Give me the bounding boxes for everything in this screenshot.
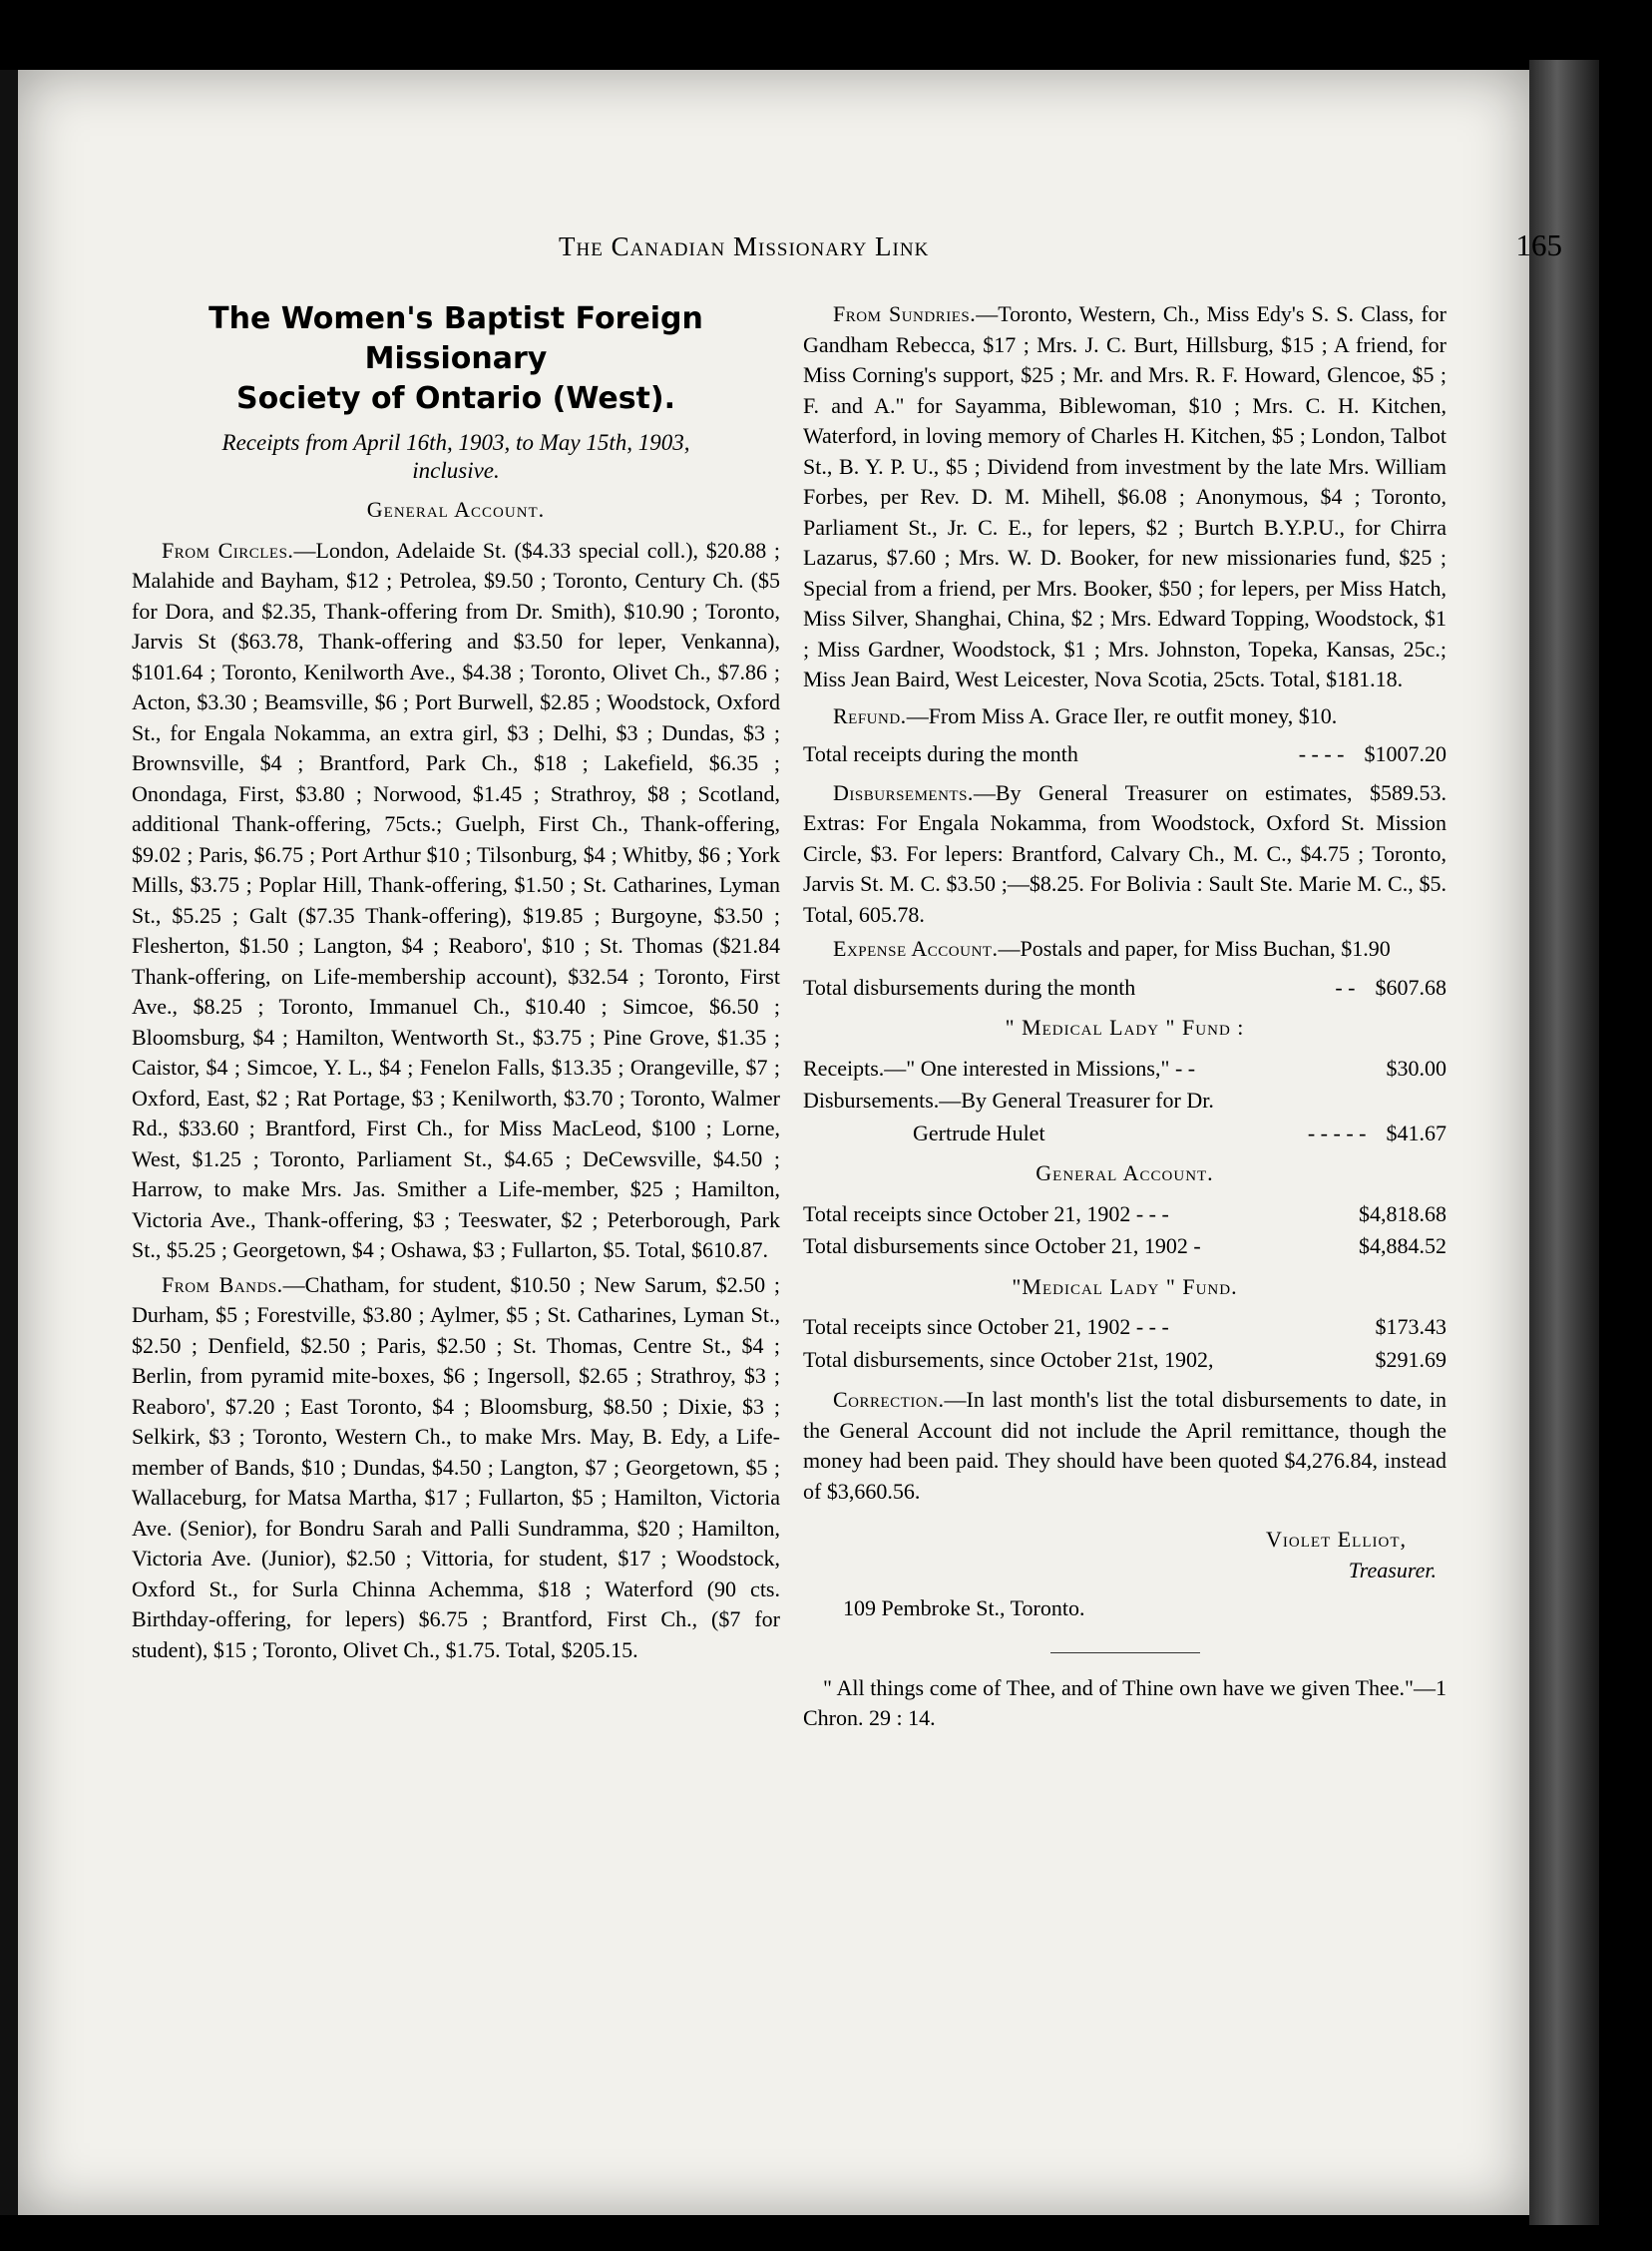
since-receipts-row [803, 1199, 1446, 1230]
book-binding [1529, 60, 1599, 2225]
medical-since-disbursements-label: Total disbursements, since October 21st, 1902, [803, 1346, 1214, 1372]
medical-lady-fund-heading-2: "Medical Lady " Fund. [1012, 1273, 1238, 1299]
medical-since-receipts-value: $173.43 [1375, 1314, 1446, 1339]
since-receipts-value: $4,818.68 [1359, 1200, 1446, 1226]
bands-text: —Chatham, for student, $10.50 ; New Sarum, $2.50 ; Durham, $5 ; Forestville, $3.80 ; Aylmer, $5 ; St. Catharines, Lyman St., $2.50 ; Denfield, $2.50 ; Paris, $2.50 ; St. Thomas, Centre St., $4 ; Berlin, from pyramid mite-boxes, $6 ; Ingersoll, $2.65 ; Strathroy, $3 ; Reaboro', $7.20 ; East Toronto, $4 ; Bloomsburg, $8.50 ; Dixie, $3 ; Selkirk, $3 ; Toronto, Western Ch., to make Mrs. May, B. Edy, a Life-member of Bands, $10 ; Dundas, $4.50 ; Langton, $7 ; Georgetown, $5 ; Wallaceburg, for Matsa Martha, $17 ; Fullarton, $5 ; Hamilton, Victoria Ave. (Senior), for Bondru Sarah and Palli Sundramma, $20 ; Hamilton, Victoria Ave. (Junior), $2.50 ; Vittoria, for student, $17 ; Woodstock, Oxford St., for Surla Chinna Achemma, $18 ; Waterford (90 cts. Birthday-offering, for lepers) $6.75 ; Brantford, First Ch., ($7 for student), $15 ; Toronto, Olivet Ch., $1.75. Total, $205.15. [132, 1271, 780, 1662]
expense-paragraph [803, 934, 1446, 965]
medical-receipts-row [803, 1054, 1446, 1085]
left-column [132, 299, 780, 1665]
sundries-label: From Sundries. [833, 301, 977, 326]
total-receipts-row [803, 739, 1446, 770]
since-disbursements-row [803, 1231, 1446, 1262]
medical-since-disbursements-value: $291.69 [1375, 1346, 1446, 1372]
bands-paragraph [132, 1270, 780, 1666]
disbursements-text: —By General Treasurer on estimates, $589.53. Extras: For Engala Nokamma, from Woodstock, Oxford St. Mission Circle, $3. For lepers: Brantford, Calvary Ch., M. C., $4.75 ; Toronto, Jarvis St. M. C. $3.50 ;—$8.25. For Bolivia : Sault Ste. Marie M. C., $5. Total, 605.78. [803, 779, 1446, 927]
total-disbursements-leaders: - - [1335, 974, 1356, 1000]
correction-paragraph [803, 1385, 1446, 1507]
hulet-label: Gertrude Hulet [913, 1120, 1045, 1145]
receipts-period-line-2: inclusive. [412, 458, 500, 483]
running-head: The Canadian Missionary Link [559, 231, 930, 261]
receipts-period [132, 429, 780, 485]
circles-label: From Circles. [162, 537, 294, 563]
total-receipts-value: $1007.20 [1364, 741, 1446, 766]
since-receipts-label: Total receipts since October 21, 1902 - - - [803, 1200, 1169, 1226]
scripture-quote: " All things come of Thee, and of Thine own have we given Thee."—1 Chron. 29 : 14. [803, 1674, 1446, 1730]
sundries-text: —Toronto, Western, Ch., Miss Edy's S. S. Class, for Gandham Rebecca, $17 ; Mrs. J. C. Burt, Hillsburg, $15 ; A friend, for Miss Corning's support, $25 ; Mr. and Mrs. R. F. Howard, Glencoe, $5 ; F. and A." for Sayamma, Biblewoman, $10 ; Mrs. C. H. Kitchen, Waterford, in loving memory of Charles H. Kitchen, $5 ; London, Talbot St., B. Y. P. U., $5 ; Dividend from investment by the late Mrs. William Forbes, per Rev. D. M. Mihell, $6.08 ; Anonymous, $4 ; Toronto, Parliament St., Jr. C. E., for lepers, $2 ; Burtch B.Y.P.U., for Chirra Lazarus, $7.60 ; Mrs. W. D. Booker, for new missionaries fund, $25 ; Special from a friend, per Mrs. Booker, $50 ; for lepers, per Miss Hatch, Miss Silver, Shanghai, China, $2 ; Mrs. Edward Topping, Woodstock, $1 ; Miss Gardner, Woodstock, $1 ; Mrs. Johnston, Topeka, Kansas, 25c.; Miss Jean Baird, West Leicester, Nova Scotia, 25cts. Total, $181.18. [803, 301, 1446, 691]
medical-since-receipts-label: Total receipts since October 21, 1902 - - - [803, 1314, 1169, 1339]
disbursements-label: Disbursements. [833, 779, 974, 805]
correction-label: Correction. [833, 1387, 945, 1412]
signature-name: Violet Elliot, [1266, 1527, 1407, 1552]
refund-paragraph [803, 701, 1446, 732]
since-disbursements-label: Total disbursements since October 21, 1902 - [803, 1233, 1201, 1258]
sundries-paragraph [803, 299, 1446, 695]
total-disbursements-label: Total disbursements during the month [803, 974, 1136, 1000]
refund-label: Refund. [833, 702, 907, 728]
right-column [803, 299, 1446, 1734]
expense-text: —Postals and paper, for Miss Buchan, $1.90 [998, 936, 1391, 961]
left-page-edge [0, 70, 18, 2215]
general-account-heading-2: General Account. [1035, 1160, 1214, 1185]
hulet-leaders: - - - - - [1307, 1120, 1367, 1145]
correction-text: —In last month's list the total disbursements to date, in the General Account did not include the April remittance, though the money had been paid. They should have been quoted $4,276.84, instead of $3,660.56. [803, 1387, 1446, 1504]
circles-text: —London, Adelaide St. ($4.33 special coll.), $20.88 ; Malahide and Bayham, $12 ; Petrolea, $9.50 ; Toronto, Century Ch. ($5 for Dora, and $2.35, Thank-offering from Dr. Smith), $10.90 ; Toronto, Jarvis St ($63.78, Thank-offering and $3.50 for leper, Venkanna), $101.64 ; Toronto, Kenilworth Ave., $4.38 ; Toronto, Olivet Ch., $7.86 ; Acton, $3.30 ; Beamsville, $6 ; Port Burwell, $2.85 ; Woodstock, Oxford St., for Engala Nokamma, an extra girl, $3 ; Delhi, $3 ; Dundas, $3 ; Brownsville, $4 ; Brantford, Park Ch., $18 ; Lakefield, $6.35 ; Onondaga, First, $3.80 ; Norwood, $1.45 ; Strathroy, $8 ; Scotland, additional Thank-offering, 75cts.; Guelph, First Ch., Thank-offering, $9.02 ; Paris, $6.75 ; Port Arthur $10 ; Tilsonburg, $4 ; Whitby, $6 ; York Mills, $3.75 ; Poplar Hill, Thank-offering, $1.50 ; St. Catharines, Lyman St., $5.25 ; Galt ($7.35 Thank-offering), $19.85 ; Burgoyne, $3.50 ; Flesherton, $1.50 ; Langton, $4 ; Reaboro', $10 ; St. Thomas ($21.84 Thank-offering, on Life-membership account), $32.54 ; Toronto, First Ave., $8.25 ; Toronto, Immanuel Ch., $10.40 ; Simcoe, $6.50 ; Bloomsburg, $4 ; Hamilton, Wentworth St., $3.75 ; Pine Grove, $1.35 ; Caistor, $4 ; Simcoe, Y. L., $4 ; Fenelon Falls, $13.35 ; Orangeville, $7 ; Oxford, East, $2 ; Rat Portage, $3 ; Kenilworth, $3.70 ; Toronto, Walmer Rd., $33.60 ; Brantford, First Ch., for Miss MacLeod, $100 ; Lorne, West, $1.25 ; Toronto, Parliament St., $4.65 ; DeCewsville, $4.50 ; Harrow, to make Mrs. Jas. Smither a Life-member, $25 ; Hamilton, Victoria Ave., Thank-offering, $3 ; Teeswater, $2 ; Peterborough, Park St., $5.25 ; Georgetown, $4 ; Oshawa, $3 ; Fullarton, $5. Total, $610.87. [132, 537, 780, 1262]
circles-paragraph [132, 536, 780, 1266]
medical-receipts-label: Receipts.—" One interested in Missions," - - [803, 1055, 1196, 1081]
medical-receipts-value: $30.00 [1386, 1055, 1446, 1081]
treasurer-address: 109 Pembroke St., Toronto. [843, 1595, 1085, 1620]
since-disbursements-value: $4,884.52 [1359, 1233, 1446, 1258]
divider-rule [1050, 1652, 1200, 1653]
refund-text: —From Miss A. Grace Iler, re outfit money, $10. [906, 702, 1338, 728]
medical-disbursements-line: Disbursements.—By General Treasurer for Dr. [803, 1088, 1214, 1113]
medical-since-disbursements-row [803, 1345, 1446, 1376]
bands-label: From Bands. [162, 1271, 283, 1297]
hulet-row [913, 1119, 1446, 1149]
general-account-heading: General Account. [366, 497, 546, 522]
medical-since-receipts-row [803, 1312, 1446, 1343]
article-title [132, 299, 780, 419]
total-disbursements-row [803, 973, 1446, 1004]
disbursements-paragraph [803, 778, 1446, 931]
receipts-period-line-1: Receipts from April 16th, 1903, to May 15th, 1903, [221, 430, 690, 455]
signature-title: Treasurer. [1348, 1557, 1437, 1582]
title-line-1: The Women's Baptist Foreign Missionary [208, 301, 703, 376]
total-receipts-leaders: - - - - [1298, 741, 1345, 766]
expense-label: Expense Account. [833, 936, 999, 961]
title-line-2: Society of Ontario (West). [235, 381, 676, 416]
medical-lady-fund-heading: " Medical Lady " Fund : [1005, 1015, 1245, 1040]
hulet-value: $41.67 [1386, 1120, 1446, 1145]
total-receipts-label: Total receipts during the month [803, 741, 1078, 766]
total-disbursements-value: $607.68 [1375, 974, 1446, 1000]
page-number: 165 [1515, 227, 1562, 262]
